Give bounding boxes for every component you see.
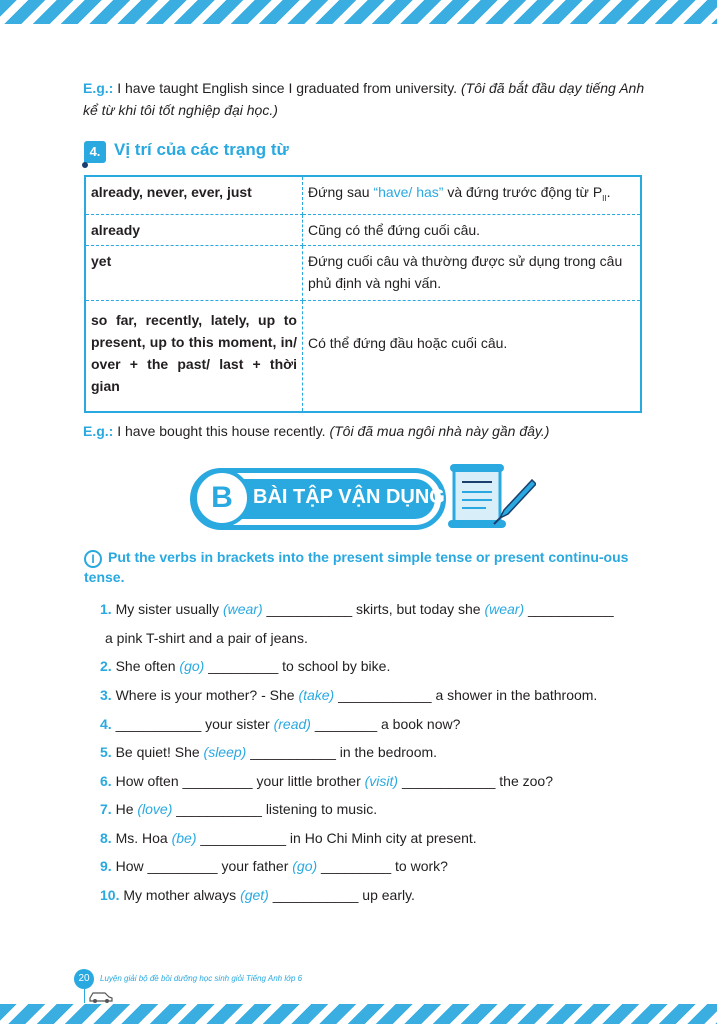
example-label: E.g.: (83, 80, 114, 96)
example-translation: (Tôi đã bắt đầu dạy tiếng Anh kể từ khi tôi tốt nghiệp đại học.) (83, 80, 645, 118)
adverb-cell: so far, recently, lately, up to present, up to this moment, in/ over + the past/ last + thời gian (85, 300, 303, 412)
item-number: 10. (100, 887, 120, 903)
item-text: ___________ your sister (115, 716, 274, 732)
position-cell: Đứng cuối câu và thường được sử dụng trong câu phủ định và nghi vấn. (303, 245, 642, 300)
item-number: 8. (100, 830, 112, 846)
bottom-stripe-border (0, 1004, 717, 1024)
item-text: ____________ the zoo? (398, 773, 553, 789)
table-row (85, 214, 641, 245)
item-number: 3. (100, 687, 112, 703)
section-number-badge: 4. (84, 141, 106, 163)
banner-letter: B (193, 469, 251, 527)
section-b-banner (190, 468, 446, 530)
exercise-item-continuation (105, 630, 308, 646)
verb-hint: (read) (273, 716, 311, 732)
item-text: ___________ skirts, but today she (262, 601, 485, 617)
position-text: Đứng sau (308, 184, 374, 200)
exercise-item (100, 773, 553, 789)
table-row (85, 176, 641, 214)
item-number: 4. (100, 716, 112, 732)
item-number: 2. (100, 658, 112, 674)
verb-hint: (be) (171, 830, 197, 846)
adverb-cell: already (85, 214, 303, 245)
item-number: 7. (100, 801, 112, 817)
exercise-item (100, 830, 477, 846)
exercise-item (100, 887, 415, 903)
item-text: Be quiet! She (115, 744, 204, 760)
item-text: My sister usually (115, 601, 223, 617)
verb-hint: (get) (240, 887, 269, 903)
exercise-item (100, 601, 614, 617)
item-text: Where is your mother? - She (115, 687, 299, 703)
example-sentence: I have bought this house recently. (113, 423, 326, 439)
adverb-position-table (84, 175, 642, 413)
item-text: ________ a book now? (310, 716, 461, 732)
item-number: 1. (100, 601, 112, 617)
verb-hint: (sleep) (203, 744, 247, 760)
position-cell (303, 176, 642, 214)
banner-title: BÀI TẬP VẬN DỤNG (253, 486, 445, 508)
item-text: My mother always (123, 887, 241, 903)
car-icon (88, 989, 114, 1003)
item-number: 6. (100, 773, 112, 789)
item-text: How often _________ your little brother (115, 773, 365, 789)
subscript: II (602, 193, 607, 203)
item-text: _________ to school by bike. (204, 658, 391, 674)
exercise-item (100, 658, 390, 674)
scroll-quill-icon (446, 462, 536, 532)
adverb-cell: yet (85, 245, 303, 300)
exercise-item (100, 687, 597, 703)
footer-book-title: Luyện giải bộ đề bồi dưỡng học sinh giỏi Tiếng Anh lớp 6 (100, 974, 303, 983)
position-cell: Có thể đứng đầu hoặc cuối câu. (303, 300, 642, 412)
verb-hint: (take) (298, 687, 335, 703)
section-title: Vị trí của các trạng từ (114, 140, 289, 159)
instruction-text: Put the verbs in brackets into the present simple tense or present continu-ous tense. (84, 549, 629, 585)
position-text: và đứng trước động từ P (443, 184, 603, 200)
item-text: He (115, 801, 138, 817)
item-text: How _________ your father (115, 858, 293, 874)
item-text: She often (115, 658, 180, 674)
verb-hint: (visit) (364, 773, 399, 789)
verb-hint: (wear) (484, 601, 525, 617)
item-text: ___________ in Ho Chi Minh city at present. (196, 830, 477, 846)
table-row (85, 300, 641, 412)
table-row (85, 245, 641, 300)
verb-hint: (love) (137, 801, 173, 817)
item-text: ____________ a shower in the bathroom. (334, 687, 598, 703)
top-stripe-border (0, 0, 717, 24)
section-4-heading (84, 138, 484, 168)
item-text: ___________ up early. (268, 887, 415, 903)
position-cell: Cũng có thể đứng cuối câu. (303, 214, 642, 245)
item-number: 5. (100, 744, 112, 760)
position-highlight: “have/ has” (373, 184, 444, 200)
example-label: E.g.: (83, 423, 114, 439)
adverb-cell: already, never, ever, just (85, 176, 303, 214)
roman-numeral-badge: I (84, 550, 102, 568)
exercise-item (100, 858, 448, 874)
example-2 (83, 420, 653, 442)
position-text: . (606, 184, 611, 200)
verb-hint: (go) (292, 858, 318, 874)
exercise-item (100, 716, 460, 732)
example-sentence: I have taught English since I graduated from university. (113, 80, 458, 96)
exercise-instruction (84, 548, 639, 587)
verb-hint: (go) (179, 658, 205, 674)
item-text: a pink T-shirt and a pair of jeans. (105, 630, 308, 646)
example-1 (83, 77, 653, 121)
footer-divider (84, 989, 85, 1003)
pin-dot-icon (82, 162, 88, 168)
exercise-item (100, 744, 437, 760)
verb-hint: (wear) (222, 601, 263, 617)
page-number: 20 (74, 969, 94, 989)
exercise-item (100, 801, 377, 817)
item-text: Ms. Hoa (115, 830, 172, 846)
item-text: ___________ listening to music. (172, 801, 378, 817)
item-text: ___________ in the bedroom. (246, 744, 438, 760)
example-translation: (Tôi đã mua ngôi nhà này gần đây.) (325, 423, 550, 439)
item-number: 9. (100, 858, 112, 874)
item-text: ___________ (524, 601, 614, 617)
item-text: _________ to work? (317, 858, 448, 874)
